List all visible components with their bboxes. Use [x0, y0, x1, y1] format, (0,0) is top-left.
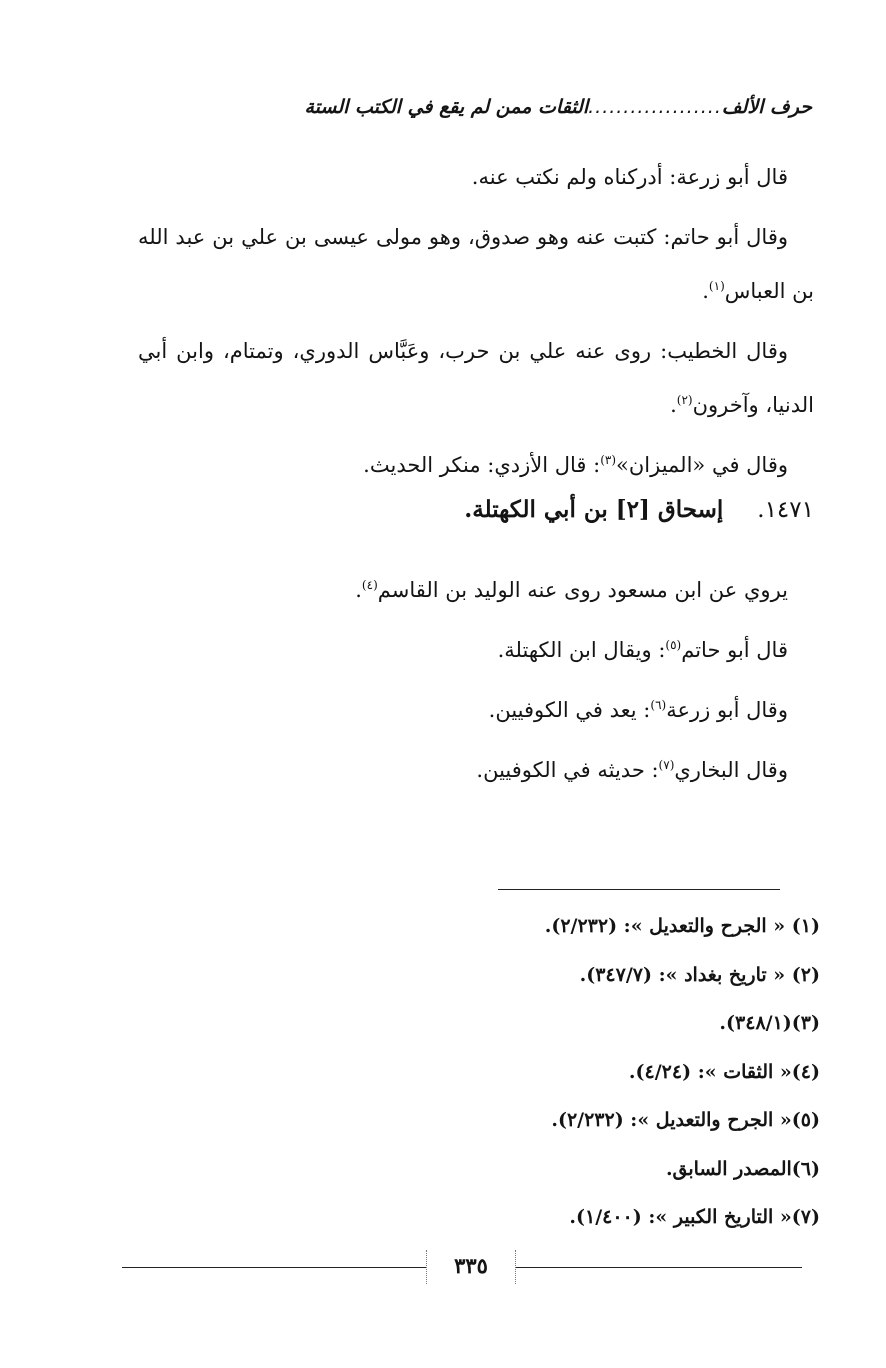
footnote-item: (٥)« الجرح والتعديل »: (٢/٢٣٢). [551, 1109, 820, 1131]
paragraph-text: وقال أبو حاتم: كتبت عنه وهو صدوق، وهو مولى عيسى بن علي بن عبد الله بن العباس [138, 225, 814, 303]
main-text-top [138, 150, 814, 492]
header-dots: ................... [588, 96, 722, 118]
paragraph [138, 438, 814, 492]
paragraph-end: . [702, 279, 709, 303]
paragraph-text: يروي عن ابن مسعود روى عنه الوليد بن القاسم [377, 578, 788, 602]
footnote-ref: (١) [708, 279, 725, 293]
footnotes [220, 902, 820, 1242]
footnote-item: (٢) « تاريخ بغداد »: (٣٤٧/٧). [579, 963, 820, 986]
paragraph [138, 210, 814, 318]
paragraph [138, 560, 814, 620]
footnote-ref: (٤) [361, 578, 378, 592]
paragraph-text: قال أبو زرعة: أدركناه ولم نكتب عنه. [471, 165, 788, 189]
footnote-ref: (٧) [658, 758, 675, 772]
paragraph-text: وقال في «الميزان» [616, 453, 788, 477]
paragraph-text: وقال الخطيب: روى عنه علي بن حرب، وعَبَّاس الدوري، وتمتام، وابن أبي الدنيا، وآخرون [138, 339, 814, 417]
footnote-separator [498, 889, 780, 890]
paragraph-text: وقال البخاري [674, 758, 788, 782]
footnote-ref: (٢) [676, 393, 693, 407]
paragraph-text: قال أبو حاتم [681, 638, 788, 662]
paragraph [138, 680, 814, 740]
paragraph-end: . [670, 393, 677, 417]
page-number: ٣٣٥ [426, 1250, 516, 1284]
footnote-ref: (٦) [650, 698, 667, 712]
running-header [160, 96, 812, 132]
header-chapter: حرف الألف [721, 96, 812, 118]
main-text-entry [138, 560, 814, 800]
paragraph-end: . [355, 578, 362, 602]
footnote-item: (١) « الجرح والتعديل »: (٢/٢٣٢). [544, 915, 820, 937]
entry-title: إسحاق [٢] بن أبي الكهتلة. [464, 496, 724, 523]
footnote-item: (٦)المصدر السابق. [665, 1157, 820, 1180]
entry-heading [464, 496, 814, 523]
paragraph [138, 324, 814, 432]
footnote-ref: (٣) [600, 453, 617, 467]
paragraph-end: : قال الأزدي: منكر الحديث. [363, 453, 601, 477]
paragraph-end: : يعد في الكوفيين. [488, 698, 651, 722]
entry-number: ١٤٧١. [757, 497, 814, 523]
header-book-title: الثقات ممن لم يقع في الكتب الستة [304, 96, 589, 118]
paragraph [138, 740, 814, 800]
footnote-item: (٤)« الثقات »: (٤/٢٤). [628, 1060, 820, 1083]
paragraph-text: وقال أبو زرعة [666, 698, 788, 722]
paragraph [138, 150, 814, 204]
footnote-ref: (٥) [665, 638, 682, 652]
footnote-item: (٣)(٣٤٨/١). [719, 1012, 820, 1034]
paragraph [138, 620, 814, 680]
paragraph-end: : ويقال ابن الكهتلة. [497, 638, 666, 662]
paragraph-end: : حديثه في الكوفيين. [476, 758, 659, 782]
footnote-item: (٧)« التاريخ الكبير »: (١/٤٠٠). [569, 1206, 820, 1228]
